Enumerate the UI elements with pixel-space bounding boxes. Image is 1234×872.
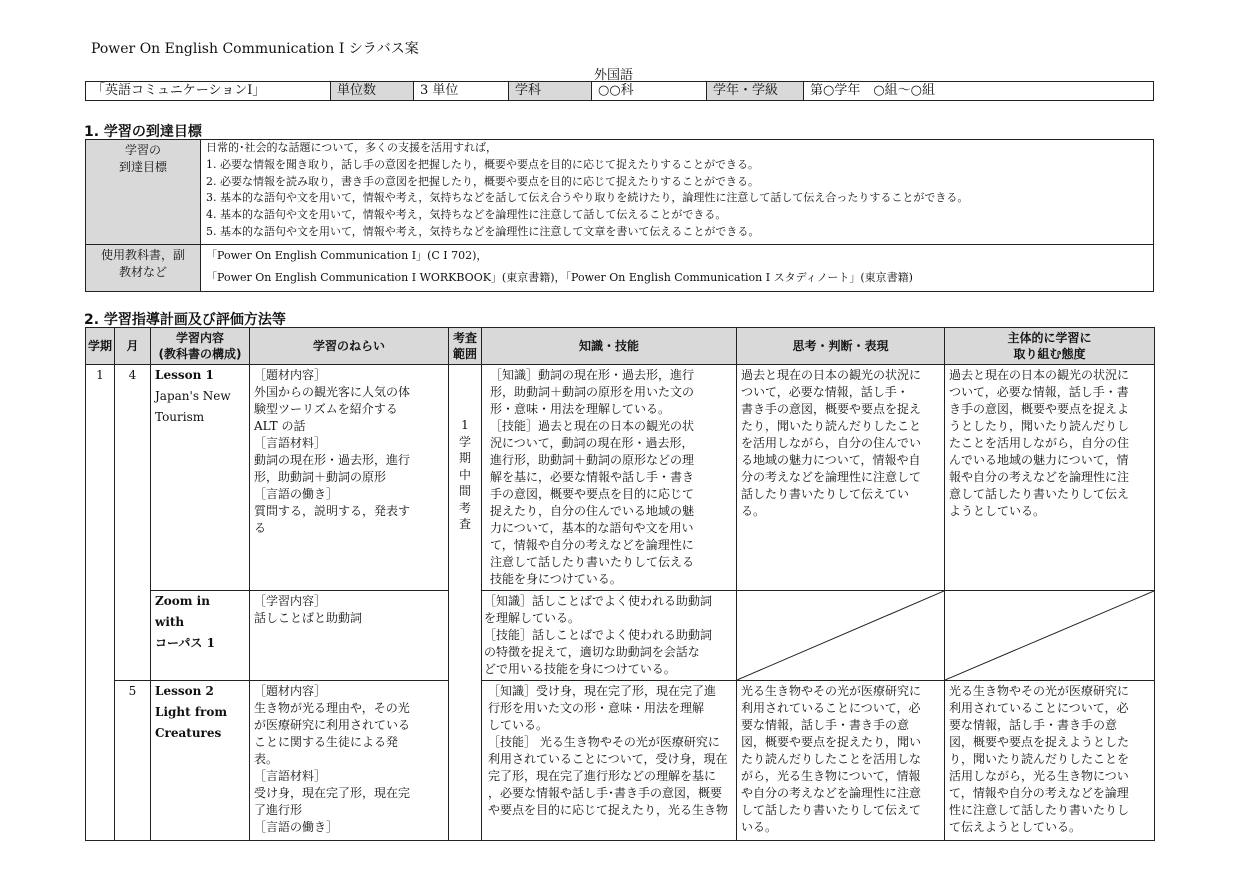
textbook-label-line2: 教材など (118, 265, 167, 279)
course-info-table (85, 81, 1154, 101)
aim-line: ［言語の働き］ (254, 820, 339, 834)
attitude-line: 意して話したり書いたりして伝え (949, 487, 1130, 501)
aim-line: が医療研究に利用されている (254, 718, 411, 732)
lesson-cell (151, 365, 250, 591)
knowledge-line: ［技能］過去と現在の日本の観光の状 (490, 419, 695, 433)
subject-label: 学科 (509, 82, 592, 101)
thinking-line: して話したり書いたりして伝えて (741, 803, 922, 817)
thinking-line: いる。 (741, 820, 778, 834)
header-month: 月 (115, 328, 151, 365)
knowledge-line: ［知識］動詞の現在形・過去形，進行 (490, 368, 695, 382)
header-knowledge: 知識・技能 (482, 328, 737, 365)
aim-line: ［言語材料］ (254, 769, 327, 783)
lesson-subtitle-line: Creatures (155, 726, 222, 740)
lesson-subtitle (155, 702, 245, 744)
attitude-line: り，聞いたり読んだりしたことを (949, 752, 1130, 766)
exam-range-char: 1 (461, 418, 469, 432)
lesson-subtitle-line: Tourism (155, 410, 205, 424)
lesson-subtitle-line: with (155, 615, 185, 629)
goals-label-line2: 到達目標 (118, 160, 167, 174)
attitude-line: んでいる地域の魅力について，情 (949, 453, 1129, 467)
thinking-line: 図，概要や要点を捉えたり，聞い (741, 735, 922, 749)
knowledge-line: て，情報や自分の考えなどを論理性に (490, 538, 694, 552)
thinking-line: 分の考えなどを論理性に注意して (741, 470, 922, 484)
knowledge-line: ［知識］話しことばでよく使われる助動詞 (484, 594, 713, 608)
attitude-line: 図，概要や要点を捉えようとした (949, 735, 1130, 749)
attitude-cell (945, 365, 1155, 591)
thinking-line: 話したり書いたりして伝えてい (741, 487, 910, 501)
aim-line: ALT の話 (254, 419, 306, 433)
header-exam-line2: 範囲 (452, 347, 477, 361)
lesson-subtitle (155, 612, 245, 654)
attitude-line: 過去と現在の日本の観光の状況に (949, 368, 1130, 382)
knowledge-line: どで用いる技能を身につけている。 (484, 662, 676, 676)
thinking-line: たり，聞いたり読んだりしたこと (741, 419, 922, 433)
aim-line: 表。 (254, 752, 279, 766)
knowledge-line: 況について，動詞の現在形・過去形， (490, 436, 694, 450)
textbook-label-line1: 使用教科書，副 (100, 248, 185, 262)
thinking-line: たり読んだりしたことを活用しな (741, 752, 922, 766)
attitude-line: 要な情報，話し手・書き手の意 (949, 718, 1118, 732)
knowledge-line: 手の意図，概要や要点を目的に応じて (490, 487, 695, 501)
goal-item: 1. 必要な情報を聞き取り，話し手の意図を把握したり，概要や要点を目的に応じて捉えたりすることができる。 (206, 157, 759, 171)
section1-heading: 1. 学習の到達目標 (84, 124, 202, 140)
aim-line: 動詞の現在形・過去形，進行 (254, 453, 411, 467)
goal-item: 5. 基本的な語句や文を用いて，情報や考え，気持ちなどを論理性に注意して文章を書いて伝えることができる。 (206, 224, 760, 238)
goals-table (85, 139, 1154, 292)
header-content (151, 328, 250, 365)
lesson-title: Lesson 2 (155, 684, 214, 698)
thinking-line: ついて，必要な情報，話し手・ (741, 385, 909, 399)
attitude-line: き手の意図，概要や要点を捉えよ (949, 402, 1130, 416)
aim-line: ［題材内容］ (254, 368, 327, 382)
knowledge-line: 進行形，助動詞＋動詞の原形などの理 (490, 453, 695, 467)
diagonal-line (737, 591, 944, 680)
aim-line: 了進行形 (254, 803, 303, 817)
attitude-line: ついて，必要な情報，話し手・書 (949, 385, 1129, 399)
textbook-label (86, 245, 201, 292)
header-term: 学期 (86, 328, 115, 365)
credits-label: 単位数 (331, 82, 414, 101)
aim-cell (250, 591, 449, 681)
exam-range-cell (449, 365, 482, 841)
aim-line: ［学習内容］ (254, 594, 327, 608)
attitude-line: うとしたり，聞いたり読んだりし (949, 419, 1130, 433)
goals-content (201, 140, 1154, 245)
thinking-cell (737, 681, 945, 841)
lesson-subtitle-line: Light from (155, 705, 228, 719)
plan-header-row (86, 328, 1155, 365)
lesson-cell (151, 591, 250, 681)
lesson-subtitle-line: Japan's New (155, 389, 231, 403)
table-row (86, 591, 1155, 681)
attitude-line: 性に注意して話したり書いたりし (949, 803, 1130, 817)
attitude-line: ようとしている。 (949, 504, 1046, 518)
aim-line: ことに関する生徒による発 (254, 735, 399, 749)
attitude-line: て，情報や自分の考えなどを論理 (949, 786, 1129, 800)
knowledge-line: 利用されていることについて，受け身，現在 (488, 752, 728, 766)
knowledge-line: 技能を身につけている。 (490, 572, 622, 586)
attitude-line: 報や自分の考えなどを論理性に注 (949, 470, 1130, 484)
knowledge-line: ［知識］受け身，現在完了形，現在完了進 (488, 684, 717, 698)
exam-range-char: 考 (458, 500, 471, 515)
subject-value: ○○科 (592, 82, 707, 101)
exam-range-char: 学 (458, 434, 471, 449)
knowledge-line: 完了形，現在完了進行形などの理解を基に (488, 769, 717, 783)
attitude-cell (945, 681, 1155, 841)
thinking-line: や自分の考えなどを論理性に注意 (741, 786, 922, 800)
textbook-line1: 「Power On English Communication I」(C I 702)， (206, 249, 488, 262)
header-content-line2: (教科書の構成) (158, 347, 242, 361)
attitude-line: 活用しながら，光る生き物につい (949, 769, 1129, 783)
exam-range-char: 中 (458, 467, 471, 482)
goals-label (86, 140, 201, 245)
aim-line: 生き物が光る理由や，その光 (254, 701, 410, 715)
thinking-line: る。 (741, 504, 766, 518)
header-exam-line1: 考査 (452, 331, 477, 345)
credits-value: 3 単位 (414, 82, 509, 101)
thinking-line: 光る生き物やその光が医療研究に (741, 684, 922, 698)
exam-range-char: 期 (458, 451, 471, 465)
knowledge-line: 形・意味・用法を理解している。 (490, 402, 671, 416)
thinking-line: 利用されていることについて，必 (741, 701, 921, 715)
textbook-line2: 「Power On English Communication I WORKBOOK」(東京書籍)，「Power On English Communication I スタディノート」(東京書籍) (206, 271, 913, 284)
knowledge-line: 力について，基本的な語句や文を用い (490, 521, 694, 535)
header-thinking: 思考・判断・表現 (737, 328, 945, 365)
goals-label-line1: 学習の (124, 143, 161, 157)
knowledge-cell (482, 591, 737, 681)
attitude-line: て伝えようとしている。 (949, 820, 1082, 834)
aim-line: ［言語材料］ (254, 436, 327, 450)
thinking-cell (737, 365, 945, 591)
aim-line: 形，助動詞＋動詞の原形 (254, 470, 387, 484)
attitude-line: 利用されていることについて，必 (949, 701, 1129, 715)
month-cell: 5 (115, 681, 151, 841)
grade-value: 第○学年 ○組～○組 (804, 82, 1154, 101)
table-row (86, 681, 1155, 841)
lesson-title: Zoom in (155, 594, 210, 608)
header-exam (449, 328, 482, 365)
knowledge-line: ，必要な情報や話し手･書き手の意図，概要 (488, 786, 723, 800)
aim-line: 験型ツーリズムを紹介する (254, 402, 398, 416)
knowledge-line: や要点を目的に応じて捉えたり，光る生き物 (488, 803, 729, 817)
thinking-line: る地域の魅力について，情報や自 (741, 453, 921, 467)
grade-label: 学年・学級 (707, 82, 804, 101)
exam-range-char: 間 (458, 484, 471, 498)
knowledge-line: 行形を用いた文の形・意味・用法を理解 (488, 701, 705, 715)
knowledge-cell (482, 681, 737, 841)
knowledge-line: ［技能］ 光る生き物やその光が医療研究に (488, 735, 720, 749)
knowledge-line: ［技能］話しことばでよく使われる助動詞 (484, 628, 713, 642)
aim-line: 外国からの観光客に人気の体 (254, 385, 411, 399)
knowledge-line: 解を基に，必要な情報や話し手・書き (490, 470, 695, 484)
knowledge-line: を理解している。 (484, 611, 581, 625)
month-cell: 4 (115, 365, 151, 681)
lesson-cell (151, 681, 250, 841)
plan-table (85, 327, 1155, 841)
header-attitude (945, 328, 1155, 365)
header-attitude-line2: 取り組む態度 (1013, 347, 1086, 361)
attitude-line: たことを活用しながら，自分の住 (949, 436, 1130, 450)
knowledge-line: の特徴を捉えて，適切な助動詞を会話な (484, 645, 700, 659)
section2-heading: 2. 学習指導計画及び評価方法等 (84, 312, 286, 328)
aim-line: る (254, 521, 267, 535)
table-row (86, 365, 1155, 591)
aim-line: 受け身，現在完了形，現在完 (254, 786, 411, 800)
goal-item: 3. 基本的な語句や文を用いて，情報や考え，気持ちなどを話して伝え合うやり取りを続けたり，論理性に注意して話して伝え合ったりすることができる。 (206, 191, 969, 205)
thinking-line: 過去と現在の日本の観光の状況に (741, 368, 922, 382)
aim-line: ［言語の働き］ (254, 487, 339, 501)
knowledge-line: 注意して話したり書いたりして伝える (490, 555, 695, 569)
header-aim: 学習のねらい (250, 328, 449, 365)
header-content-line1: 学習内容 (175, 331, 224, 345)
goals-intro: 日常的･社会的な話題について，多くの支援を活用すれば， (206, 141, 498, 154)
aim-cell (250, 365, 449, 591)
term-cell: 1 (86, 365, 115, 841)
thinking-line: 要な情報，話し手・書き手の意 (741, 718, 910, 732)
thinking-empty-cell (737, 591, 945, 681)
knowledge-line: 捉えたり，自分の住んでいる地域の魅 (490, 504, 695, 518)
aim-line: 話しことばと助動詞 (254, 611, 363, 625)
thinking-line: 書き手の意図，概要や要点を捉え (741, 402, 922, 416)
department-label: 外国語 (594, 68, 634, 83)
aim-cell (250, 681, 449, 841)
goal-item: 4. 基本的な語句や文を用いて，情報や考え，気持ちなどを論理性に注意して話して伝えることができる。 (206, 208, 727, 222)
knowledge-line: 形，助動詞＋動詞の原形を用いた文の (490, 385, 695, 399)
aim-line: ［題材内容］ (254, 684, 327, 698)
thinking-line: を活用しながら，自分の住んでい (741, 436, 922, 450)
document-title: Power On English Communication I シラバス案 (91, 41, 419, 57)
attitude-line: 光る生き物やその光が医療研究に (949, 684, 1130, 698)
aim-line: 質問する，説明する，発表す (254, 504, 411, 518)
lesson-subtitle-line: コーパス 1 (155, 636, 215, 650)
textbook-content (201, 245, 1154, 292)
goal-item: 2. 必要な情報を読み取り，書き手の意図を把握したり，概要や要点を目的に応じて捉えたりすることができる。 (206, 174, 759, 188)
lesson-subtitle (155, 386, 245, 428)
course-name: 「英語コミュニケーションⅠ」 (86, 82, 331, 101)
thinking-line: がら，光る生き物について，情報 (741, 769, 921, 783)
knowledge-cell (482, 365, 737, 591)
knowledge-line: している。 (488, 718, 549, 732)
lesson-title: Lesson 1 (155, 368, 214, 382)
header-attitude-line1: 主体的に学習に (1007, 331, 1092, 345)
exam-range-char: 査 (458, 517, 471, 531)
diagonal-line (945, 591, 1154, 680)
attitude-empty-cell (945, 591, 1155, 681)
